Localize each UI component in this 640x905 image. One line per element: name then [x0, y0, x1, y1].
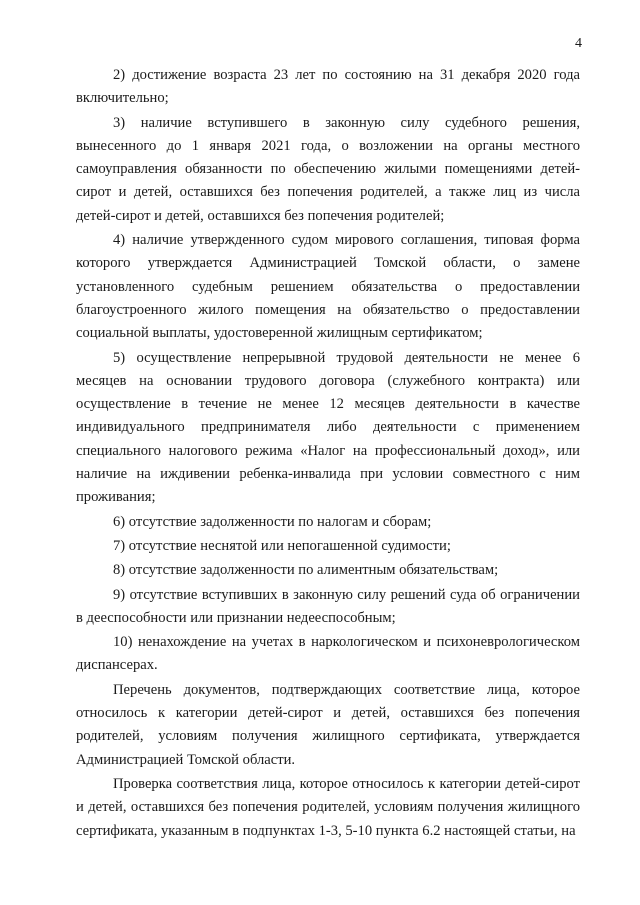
paragraph-item-2: 2) достижение возраста 23 лет по состоянию на 31 декабря 2020 года включительно;: [76, 67, 580, 107]
paragraph-verification: Проверка соответствия лица, которое относилось к категории детей-сирот и детей, оставшихся без попечения родителей, условиям получения жилищного сертификата, указанным в подпунктах 1-3, 5-10 пункта 6.2 настоящей статьи, на: [76, 775, 580, 839]
paragraph-item-10: 10) ненахождение на учетах в наркологическом и психоневрологическом диспансерах.: [76, 634, 580, 674]
page-number: 4: [575, 36, 582, 51]
paragraph-item-7: 7) отсутствие неснятой или непогашенной судимости;: [113, 537, 451, 554]
paragraph-item-6: 6) отсутствие задолженности по налогам и сборам;: [113, 513, 432, 530]
paragraph-item-4: 4) наличие утвержденного судом мирового соглашения, типовая форма которого утверждается Администрацией Томской области, о замене установленного судебным решением обязательства о предоставлении благоустроенного жилого помещения на обязательство о предоставлении социальной выплаты, удостоверенной жилищным сертификатом;: [76, 232, 580, 342]
document-body: [76, 64, 580, 844]
paragraph-item-9: 9) отсутствие вступивших в законную силу решений суда об ограничении в дееспособности или признании недееспособным;: [76, 586, 580, 626]
paragraph-documents-list: Перечень документов, подтверждающих соответствие лица, которое относилось к категории детей-сирот и детей, оставшихся без попечения родителей, условиям получения жилищного сертификата, утверждается Администрацией Томской области.: [76, 681, 580, 768]
paragraph-item-3: 3) наличие вступившего в законную силу судебного решения, вынесенного до 1 января 2021 года, о возложении на органы местного самоуправления обязанности по обеспечению жилыми помещениями детей-сирот и детей, оставшихся без попечения родителей, а также лиц из числа детей-сирот и детей, оставшихся без попечения родителей;: [76, 114, 580, 224]
paragraph-item-5: 5) осуществление непрерывной трудовой деятельности не менее 6 месяцев на основании трудового договора (служебного контракта) или осуществление в течение не менее 12 месяцев деятельности в качестве индивидуального предпринимателя либо деятельности с применением специального налогового режима «Налог на профессиональный доход», или наличие на иждивении ребенка-инвалида при условии совместного с ним проживания;: [76, 349, 580, 506]
paragraph-item-8: 8) отсутствие задолженности по алиментным обязательствам;: [113, 562, 499, 579]
